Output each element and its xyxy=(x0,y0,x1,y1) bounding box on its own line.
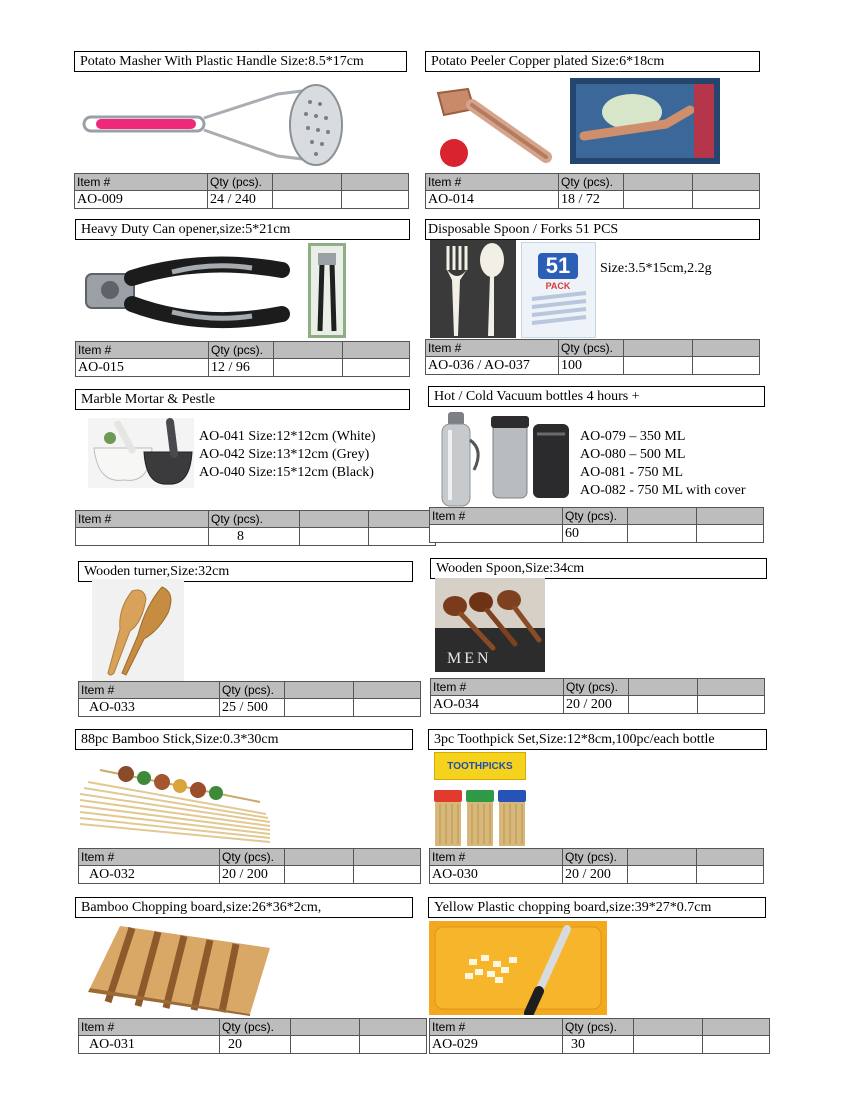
product-title-wooden-turner: Wooden turner,Size:32cm xyxy=(78,561,413,582)
wooden-spoon-image xyxy=(435,578,545,672)
qty-header: Qty (pcs). xyxy=(564,679,629,696)
item-header: Item # xyxy=(76,511,209,528)
item-qty: 20 xyxy=(220,1036,291,1054)
item-qty: 20 / 200 xyxy=(220,866,285,884)
qty-header: Qty (pcs). xyxy=(208,174,273,191)
product-table-plastic-board xyxy=(429,1018,770,1054)
item-header: Item # xyxy=(430,1019,563,1036)
peeler-package-image xyxy=(570,78,720,164)
item-header: Item # xyxy=(79,849,220,866)
pack-count-badge: 51 xyxy=(538,253,578,279)
product-title-bamboo-board: Bamboo Chopping board,size:26*36*2cm, xyxy=(75,897,413,918)
product-table-vacuum-bottles xyxy=(429,507,764,543)
spoon-fork-package-image xyxy=(521,242,596,338)
spoon-fork-size: Size:3.5*15cm,2.2g xyxy=(600,261,712,276)
item-qty: 8 xyxy=(209,528,300,546)
product-title-spoon-fork: Disposable Spoon / Forks 51 PCS xyxy=(425,219,760,240)
qty-header: Qty (pcs). xyxy=(563,508,628,525)
mortar-image xyxy=(88,418,194,488)
mortar-variant-1: AO-041 Size:12*12cm (White) xyxy=(199,429,376,444)
item-qty: 12 / 96 xyxy=(209,359,274,377)
item-number: AO-030 xyxy=(430,866,563,884)
item-qty: 20 / 200 xyxy=(563,866,628,884)
product-table-can-opener xyxy=(75,341,410,377)
product-title-bamboo-stick: 88pc Bamboo Stick,Size:0.3*30cm xyxy=(75,729,413,750)
item-qty: 60 xyxy=(563,525,628,543)
menu-sign-text: MEN xyxy=(447,650,492,667)
product-table-wooden-spoon xyxy=(430,678,765,714)
qty-header: Qty (pcs). xyxy=(209,342,274,359)
product-title-peeler: Potato Peeler Copper plated Size:6*18cm xyxy=(425,51,760,72)
plastic-board-image xyxy=(429,921,607,1015)
bamboo-board-image xyxy=(80,918,275,1016)
item-number: AO-032 xyxy=(79,866,220,884)
product-title-can-opener: Heavy Duty Can opener,size:5*21cm xyxy=(75,219,410,240)
qty-header: Qty (pcs). xyxy=(563,849,628,866)
product-table-toothpick-set xyxy=(429,848,764,884)
qty-header: Qty (pcs). xyxy=(559,340,624,357)
item-qty: 20 / 200 xyxy=(564,696,629,714)
vacuum-variant-2: AO-080 – 500 ML xyxy=(580,447,686,462)
product-title-masher: Potato Masher With Plastic Handle Size:8.5*17cm xyxy=(74,51,407,72)
qty-header: Qty (pcs). xyxy=(220,682,285,699)
item-number: AO-034 xyxy=(431,696,564,714)
product-title-toothpick-set: 3pc Toothpick Set,Size:12*8cm,100pc/each bottle xyxy=(428,729,767,750)
product-title-mortar: Marble Mortar & Pestle xyxy=(75,389,410,410)
item-number: AO-029 xyxy=(430,1036,563,1054)
product-table-masher xyxy=(74,173,409,209)
toothpick-set-image xyxy=(432,750,532,848)
product-table-spoon-fork xyxy=(425,339,760,375)
item-header: Item # xyxy=(430,508,563,525)
vacuum-variant-4: AO-082 - 750 ML with cover xyxy=(580,483,746,498)
toothpicks-package-label: TOOTHPICKS xyxy=(434,752,526,780)
pack-badge-label: PACK xyxy=(545,281,571,291)
wooden-turner-image xyxy=(92,579,184,681)
product-table-bamboo-stick xyxy=(78,848,421,884)
vacuum-variant-1: AO-079 – 350 ML xyxy=(580,429,686,444)
item-number: AO-033 xyxy=(79,699,220,717)
qty-header: Qty (pcs). xyxy=(563,1019,634,1036)
product-table-peeler xyxy=(425,173,760,209)
item-qty: 30 xyxy=(563,1036,634,1054)
item-qty: 25 / 500 xyxy=(220,699,285,717)
item-header: Item # xyxy=(75,174,208,191)
mortar-variant-2: AO-042 Size:13*12cm (Grey) xyxy=(199,447,370,462)
can-opener-image xyxy=(82,248,292,338)
product-table-mortar xyxy=(75,510,436,546)
product-table-bamboo-board xyxy=(78,1018,427,1054)
item-qty: 18 / 72 xyxy=(559,191,624,209)
item-header: Item # xyxy=(431,679,564,696)
vacuum-variant-3: AO-081 - 750 ML xyxy=(580,465,684,480)
product-title-wooden-spoon: Wooden Spoon,Size:34cm xyxy=(430,558,767,579)
item-header: Item # xyxy=(79,682,220,699)
vacuum-bottle-image xyxy=(432,410,487,508)
masher-image xyxy=(78,80,358,170)
item-number: AO-031 xyxy=(79,1036,220,1054)
item-header: Item # xyxy=(76,342,209,359)
item-header: Item # xyxy=(430,849,563,866)
peeler-image xyxy=(428,75,563,170)
item-header: Item # xyxy=(426,340,559,357)
item-number xyxy=(430,525,563,543)
product-title-plastic-board: Yellow Plastic chopping board,size:39*27*0.7cm xyxy=(428,897,766,918)
mortar-variant-3: AO-040 Size:15*12cm (Black) xyxy=(199,465,374,480)
item-number: AO-036 / AO-037 xyxy=(426,357,559,375)
vacuum-mug-image xyxy=(489,414,572,502)
bamboo-stick-image xyxy=(80,752,275,844)
qty-header: Qty (pcs). xyxy=(209,511,300,528)
item-number: AO-015 xyxy=(76,359,209,377)
qty-header: Qty (pcs). xyxy=(559,174,624,191)
item-number xyxy=(76,528,209,546)
item-qty: 100 xyxy=(559,357,624,375)
qty-header: Qty (pcs). xyxy=(220,849,285,866)
item-qty: 24 / 240 xyxy=(208,191,273,209)
product-title-vacuum-bottles: Hot / Cold Vacuum bottles 4 hours + xyxy=(428,386,765,407)
product-table-wooden-turner xyxy=(78,681,421,717)
qty-header: Qty (pcs). xyxy=(220,1019,291,1036)
item-header: Item # xyxy=(426,174,559,191)
item-number: AO-014 xyxy=(426,191,559,209)
can-opener-package-image xyxy=(308,243,346,338)
spoon-fork-image xyxy=(430,240,516,338)
item-number: AO-009 xyxy=(75,191,208,209)
item-header: Item # xyxy=(79,1019,220,1036)
